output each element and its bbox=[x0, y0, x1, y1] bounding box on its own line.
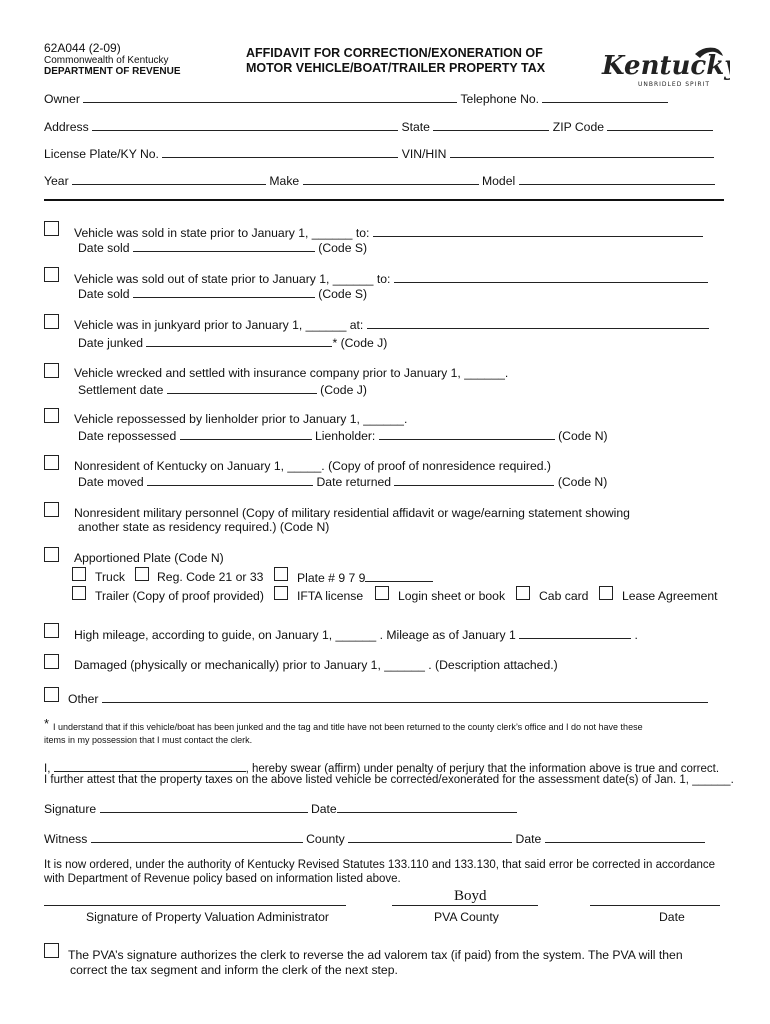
order-line2: with Department of Revenue policy based on information listed above. bbox=[44, 873, 401, 885]
witness-date-field[interactable] bbox=[545, 831, 705, 843]
trailer-label: Trailer (Copy of proof provided) bbox=[95, 589, 264, 603]
settlement-date-label: Settlement date bbox=[78, 383, 164, 397]
state-label: State bbox=[401, 120, 430, 134]
apportioned-label: Apportioned Plate (Code N) bbox=[74, 551, 224, 565]
wrecked-date-row bbox=[78, 382, 367, 397]
date-junked-field[interactable] bbox=[146, 335, 332, 347]
sold-in-state-date-row bbox=[78, 240, 367, 255]
year-label: Year bbox=[44, 174, 69, 188]
code-s-label: (Code S) bbox=[318, 287, 368, 301]
other-checkbox[interactable] bbox=[44, 687, 59, 702]
footnote-line2: items in my possession that I must contact the clerk. bbox=[44, 735, 253, 745]
truck-checkbox[interactable] bbox=[72, 567, 86, 581]
mileage-field[interactable] bbox=[519, 627, 631, 639]
signature-row bbox=[44, 801, 517, 816]
year-field[interactable] bbox=[72, 173, 266, 185]
code-n-label: (Code N) bbox=[557, 475, 608, 489]
sold-out-state-buyer-field[interactable] bbox=[394, 271, 708, 283]
pva-signature-label: Signature of Property Valuation Administrator bbox=[86, 910, 329, 924]
owner-label: Owner bbox=[44, 92, 80, 106]
model-label: Model bbox=[482, 174, 516, 188]
final-line2: correct the tax segment and inform the clerk of the next step. bbox=[70, 963, 398, 977]
agency-name: Commonwealth of Kentucky bbox=[44, 55, 169, 66]
sold-in-state-label: Vehicle was sold in state prior to January 1, ______ to: bbox=[74, 226, 370, 240]
section-divider bbox=[44, 199, 724, 201]
kentucky-logo bbox=[600, 44, 730, 90]
other-row bbox=[68, 691, 708, 706]
license-label: License Plate/KY No. bbox=[44, 147, 159, 161]
final-line1: The PVA’s signature authorizes the clerk to reverse the ad valorem tax (if paid) from the system. The PVA will then bbox=[68, 948, 683, 962]
damaged-label: Damaged (physically or mechanically) prior to January 1, ______ . (Description attached.) bbox=[74, 658, 558, 672]
sold-in-state-checkbox[interactable] bbox=[44, 221, 59, 236]
apportioned-checkbox[interactable] bbox=[44, 547, 59, 562]
signature-field[interactable] bbox=[100, 801, 308, 813]
cab-card-checkbox[interactable] bbox=[516, 586, 530, 600]
owner-row bbox=[44, 91, 668, 106]
order-line1: It is now ordered, under the authority of Kentucky Revised Statutes 133.110 and 133.130, that said error be corrected in accordance bbox=[44, 859, 716, 871]
owner-field[interactable] bbox=[83, 91, 457, 103]
oath-line1 bbox=[44, 760, 719, 775]
county-label: County bbox=[306, 832, 345, 846]
code-n-label: (Code N) bbox=[558, 429, 608, 443]
address-row bbox=[44, 119, 713, 134]
plate-979-checkbox[interactable] bbox=[274, 567, 288, 581]
telephone-field[interactable] bbox=[542, 91, 668, 103]
oath-line2: I further attest that the property taxes on the above listed vehicle be corrected/exonerated for the assessment date(s) of Jan. 1, ______. bbox=[44, 774, 734, 786]
trailer-checkbox[interactable] bbox=[72, 586, 86, 600]
code-j-label: * (Code J) bbox=[332, 336, 388, 350]
date-moved-field[interactable] bbox=[147, 474, 313, 486]
plate-979-field[interactable] bbox=[365, 570, 433, 582]
other-field[interactable] bbox=[102, 691, 708, 703]
high-mileage-row: High mileage, according to guide, on January 1, ______ . Mileage as of January 1 . bbox=[74, 628, 638, 642]
logo-wordmark: Kentucky bbox=[602, 51, 730, 81]
nonresident-label: Nonresident of Kentucky on January 1, _____. (Copy of proof of nonresidence required.) bbox=[74, 459, 551, 473]
junkyard-date-row bbox=[78, 335, 387, 350]
pva-date-line[interactable] bbox=[590, 905, 720, 906]
footnote-star: * bbox=[44, 716, 50, 731]
junkyard-checkbox[interactable] bbox=[44, 314, 59, 329]
vin-field[interactable] bbox=[450, 146, 714, 158]
date-repossessed-label: Date repossessed bbox=[78, 429, 177, 443]
zip-field[interactable] bbox=[607, 119, 713, 131]
login-sheet-checkbox[interactable] bbox=[375, 586, 389, 600]
lienholder-field[interactable] bbox=[379, 428, 555, 440]
sold-out-state-text bbox=[74, 271, 708, 286]
high-mileage-label: High mileage, according to guide, on January 1, ______ . Mileage as of January 1 bbox=[74, 628, 516, 642]
witness-row bbox=[44, 831, 705, 846]
signature-date-label: Date bbox=[310, 802, 337, 816]
date-sold-field[interactable] bbox=[133, 286, 315, 298]
junkyard-text bbox=[74, 317, 709, 332]
signature-label: Signature bbox=[44, 802, 97, 816]
date-junked-label: Date junked bbox=[78, 336, 144, 350]
wrecked-checkbox[interactable] bbox=[44, 363, 59, 378]
make-label: Make bbox=[269, 174, 300, 188]
reg-code-label: Reg. Code 21 or 33 bbox=[157, 570, 264, 584]
military-checkbox[interactable] bbox=[44, 502, 59, 517]
junkyard-location-field[interactable] bbox=[367, 317, 709, 329]
truck-label: Truck bbox=[95, 570, 126, 584]
plate-979-label: Plate # 9 7 9 bbox=[297, 571, 366, 585]
oath-i-label: I, bbox=[44, 763, 51, 775]
other-label: Other bbox=[68, 692, 99, 706]
date-returned-field[interactable] bbox=[394, 474, 554, 486]
affiant-name-field[interactable] bbox=[54, 760, 246, 772]
military-label-line2: another state as residency required.) (Code N) bbox=[78, 520, 330, 534]
reg-code-checkbox[interactable] bbox=[135, 567, 149, 581]
ifta-label: IFTA license bbox=[297, 589, 364, 603]
code-s-label: (Code S) bbox=[318, 241, 368, 255]
sold-out-state-checkbox[interactable] bbox=[44, 267, 59, 282]
form-number: 62A044 (2-09) bbox=[44, 41, 121, 55]
witness-field[interactable] bbox=[91, 831, 303, 843]
form-title-line2: MOTOR VEHICLE/BOAT/TRAILER PROPERTY TAX bbox=[246, 61, 546, 75]
pva-date-label: Date bbox=[659, 910, 685, 924]
witness-label: Witness bbox=[44, 832, 88, 846]
lease-label: Lease Agreement bbox=[622, 589, 718, 603]
repossessed-checkbox[interactable] bbox=[44, 408, 59, 423]
login-sheet-label: Login sheet or book bbox=[398, 589, 506, 603]
date-returned-label: Date returned bbox=[316, 475, 392, 489]
pva-county-value: Boyd bbox=[454, 888, 487, 904]
make-field[interactable] bbox=[303, 173, 479, 185]
signature-date-field[interactable] bbox=[337, 801, 517, 813]
form-title-line1: AFFIDAVIT FOR CORRECTION/EXONERATION OF bbox=[246, 46, 543, 60]
sold-in-state-buyer-field[interactable] bbox=[373, 225, 703, 237]
settlement-date-field[interactable] bbox=[167, 382, 317, 394]
ifta-checkbox[interactable] bbox=[274, 586, 288, 600]
license-row bbox=[44, 146, 714, 161]
address-label: Address bbox=[44, 120, 89, 134]
high-mileage-checkbox[interactable] bbox=[44, 623, 59, 638]
date-sold-label: Date sold bbox=[78, 241, 130, 255]
nonresident-date-row bbox=[78, 474, 607, 489]
wrecked-label: Vehicle wrecked and settled with insurance company prior to January 1, ______. bbox=[74, 366, 509, 380]
pva-county-line[interactable] bbox=[392, 905, 538, 906]
nonresident-checkbox[interactable] bbox=[44, 455, 59, 470]
date-sold-label: Date sold bbox=[78, 287, 130, 301]
zip-label: ZIP Code bbox=[552, 120, 605, 134]
code-j-label: (Code J) bbox=[320, 383, 367, 397]
junkyard-label: Vehicle was in junkyard prior to January 1, ______ at: bbox=[74, 318, 364, 332]
address-field[interactable] bbox=[92, 119, 398, 131]
model-field[interactable] bbox=[519, 173, 715, 185]
footnote-line1: I understand that if this vehicle/boat has been junked and the tag and title have not been returned to the county clerk’s office and I do not have these bbox=[53, 722, 643, 732]
damaged-checkbox[interactable] bbox=[44, 654, 59, 669]
date-repossessed-field[interactable] bbox=[180, 428, 312, 440]
lease-checkbox[interactable] bbox=[599, 586, 613, 600]
military-label-line1: Nonresident military personnel (Copy of military residential affidavit or wage/earning statement showing bbox=[74, 506, 630, 520]
pva-signature-line[interactable] bbox=[44, 905, 346, 906]
sold-out-state-date-row bbox=[78, 286, 367, 301]
state-field[interactable] bbox=[433, 119, 549, 131]
vin-label: VIN/HIN bbox=[401, 147, 447, 161]
pva-county-label: PVA County bbox=[434, 910, 499, 924]
year-row bbox=[44, 173, 715, 188]
witness-date-label: Date bbox=[515, 832, 542, 846]
license-field[interactable] bbox=[162, 146, 398, 158]
sold-out-state-label: Vehicle was sold out of state prior to January 1, ______ to: bbox=[74, 272, 391, 286]
cab-card-label: Cab card bbox=[539, 589, 589, 603]
sold-in-state-text bbox=[74, 225, 703, 240]
repossessed-date-row bbox=[78, 428, 608, 443]
repossessed-label: Vehicle repossessed by lienholder prior to January 1, ______. bbox=[74, 412, 408, 426]
date-moved-label: Date moved bbox=[78, 475, 144, 489]
plate-979-row bbox=[297, 570, 433, 585]
pva-authorization-checkbox[interactable] bbox=[44, 943, 59, 958]
county-field[interactable] bbox=[348, 831, 512, 843]
date-sold-field[interactable] bbox=[133, 240, 315, 252]
telephone-label: Telephone No. bbox=[460, 92, 540, 106]
department-name: DEPARTMENT OF REVENUE bbox=[44, 66, 181, 77]
lienholder-label: Lienholder: bbox=[315, 429, 376, 443]
logo-tagline: UNBRIDLED SPIRIT bbox=[638, 81, 711, 88]
oath-statement: , hereby swear (affirm) under penalty of perjury that the information above is true and correct. bbox=[245, 763, 720, 775]
